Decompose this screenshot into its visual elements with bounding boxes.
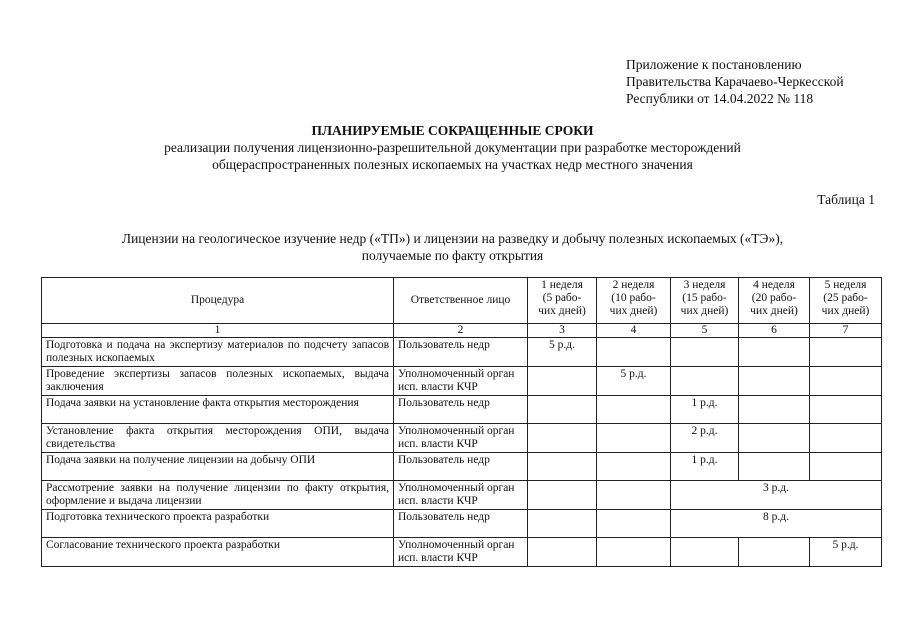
week-header-line: чих дней) — [609, 305, 658, 317]
table-header-row — [42, 278, 882, 324]
table-number: Таблица 1 — [817, 192, 875, 207]
empty-week-cell — [528, 453, 597, 481]
empty-week-cell — [671, 338, 739, 367]
empty-week-cell — [597, 538, 671, 567]
appendix-line: Республики от 14.04.2022 № 118 — [626, 91, 814, 106]
table-row — [42, 338, 882, 367]
column-header-responsible: Ответственное лицо — [394, 278, 528, 324]
empty-week-cell — [597, 481, 671, 510]
duration-cell: 1 р.д. — [671, 396, 739, 424]
empty-week-cell — [739, 367, 810, 396]
column-header-procedure: Процедура — [42, 278, 394, 324]
empty-week-cell — [597, 510, 671, 538]
week-header-line: чих дней) — [821, 305, 870, 317]
week-header-line: (5 рабо- — [542, 292, 582, 304]
procedure-cell: Установление факта открытия месторождения ОПИ, выдача свидетельства — [42, 424, 394, 453]
empty-week-cell — [739, 424, 810, 453]
empty-week-cell — [739, 453, 810, 481]
document-subtitle-line: реализации получения лицензионно-разрешительной документации при разработке месторождений — [164, 140, 741, 155]
table-row — [42, 396, 882, 424]
procedure-cell: Подача заявки на установление факта открытия месторождения — [42, 396, 394, 424]
empty-week-cell — [528, 510, 597, 538]
responsible-cell: Уполномоченный орган исп. власти КЧР — [394, 367, 528, 396]
empty-week-cell — [528, 481, 597, 510]
responsible-cell: Пользователь недр — [394, 338, 528, 367]
table-caption — [0, 230, 905, 264]
table-row — [42, 453, 882, 481]
document-title-block — [0, 122, 905, 173]
week-header-line: 4 неделя — [753, 279, 795, 291]
empty-week-cell — [597, 338, 671, 367]
column-number: 6 — [739, 324, 810, 338]
week-header-line: чих дней) — [750, 305, 798, 317]
week-header-line: 5 неделя — [824, 279, 867, 291]
week-header-line: (10 рабо- — [611, 292, 656, 304]
empty-week-cell — [528, 538, 597, 567]
column-header-week-3 — [671, 278, 739, 324]
column-header-week-2 — [597, 278, 671, 324]
table-row — [42, 538, 882, 567]
empty-week-cell — [671, 538, 739, 567]
appendix-line: Приложение к постановлению — [626, 57, 802, 72]
empty-week-cell — [810, 396, 882, 424]
empty-week-cell — [810, 367, 882, 396]
appendix-line: Правительства Карачаево-Черкесской — [626, 74, 844, 89]
column-number: 7 — [810, 324, 882, 338]
duration-cell: 3 р.д. — [671, 481, 882, 510]
table-caption-line: Лицензии на геологическое изучение недр («ТП») и лицензии на разведку и добычу полезных ископаемых («ТЭ»), — [121, 231, 784, 246]
column-header-week-4 — [739, 278, 810, 324]
week-header-line: (25 рабо- — [823, 292, 868, 304]
column-number: 2 — [394, 324, 528, 338]
empty-week-cell — [739, 338, 810, 367]
procedure-cell: Согласование технического проекта разработки — [42, 538, 394, 567]
empty-week-cell — [810, 453, 882, 481]
responsible-cell: Пользователь недр — [394, 510, 528, 538]
responsible-cell: Пользователь недр — [394, 396, 528, 424]
week-header-line: (15 рабо- — [682, 292, 727, 304]
week-header-line: чих дней) — [538, 305, 586, 317]
week-header-line: (20 рабо- — [751, 292, 797, 304]
duration-cell: 8 р.д. — [671, 510, 882, 538]
procedure-cell: Подготовка и подача на экспертизу материалов по подсчету запасов полезных ископаемых — [42, 338, 394, 367]
empty-week-cell — [671, 367, 739, 396]
responsible-cell: Уполномоченный орган исп. власти КЧР — [394, 538, 528, 567]
table-caption-line: получаемые по факту открытия — [361, 248, 544, 263]
responsible-cell: Уполномоченный орган исп. власти КЧР — [394, 424, 528, 453]
duration-cell: 5 р.д. — [528, 338, 597, 367]
responsible-cell: Пользователь недр — [394, 453, 528, 481]
duration-cell: 5 р.д. — [810, 538, 882, 567]
empty-week-cell — [810, 424, 882, 453]
duration-cell: 1 р.д. — [671, 453, 739, 481]
column-number: 1 — [42, 324, 394, 338]
table-row — [42, 424, 882, 453]
empty-week-cell — [739, 538, 810, 567]
week-header-line: 1 неделя — [541, 279, 583, 291]
empty-week-cell — [597, 424, 671, 453]
responsible-cell: Уполномоченный орган исп. власти КЧР — [394, 481, 528, 510]
document-subtitle-line: общераспространенных полезных ископаемых на участках недр местного значения — [212, 157, 693, 172]
table-body — [42, 338, 882, 567]
appendix-note — [626, 56, 844, 107]
procedure-cell: Проведение экспертизы запасов полезных ископаемых, выдача заключения — [42, 367, 394, 396]
duration-cell: 2 р.д. — [671, 424, 739, 453]
procedure-cell: Подготовка технического проекта разработки — [42, 510, 394, 538]
column-number-row — [42, 324, 882, 338]
document-title: ПЛАНИРУЕМЫЕ СОКРАЩЕННЫЕ СРОКИ — [311, 123, 594, 138]
week-header-line: 3 неделя — [683, 279, 726, 291]
duration-cell: 5 р.д. — [597, 367, 671, 396]
table-row — [42, 481, 882, 510]
schedule-table — [41, 277, 882, 567]
empty-week-cell — [739, 396, 810, 424]
table-row — [42, 510, 882, 538]
empty-week-cell — [597, 453, 671, 481]
procedure-cell: Подача заявки на получение лицензии на добычу ОПИ — [42, 453, 394, 481]
column-number: 4 — [597, 324, 671, 338]
column-header-week-1 — [528, 278, 597, 324]
week-header-line: 2 неделя — [612, 279, 655, 291]
empty-week-cell — [597, 396, 671, 424]
empty-week-cell — [528, 424, 597, 453]
empty-week-cell — [528, 396, 597, 424]
column-number: 5 — [671, 324, 739, 338]
empty-week-cell — [810, 338, 882, 367]
procedure-cell: Рассмотрение заявки на получение лицензии по факту открытия, оформление и выдача лицензии — [42, 481, 394, 510]
table-row — [42, 367, 882, 396]
column-header-week-5 — [810, 278, 882, 324]
week-header-line: чих дней) — [680, 305, 729, 317]
empty-week-cell — [528, 367, 597, 396]
column-number: 3 — [528, 324, 597, 338]
